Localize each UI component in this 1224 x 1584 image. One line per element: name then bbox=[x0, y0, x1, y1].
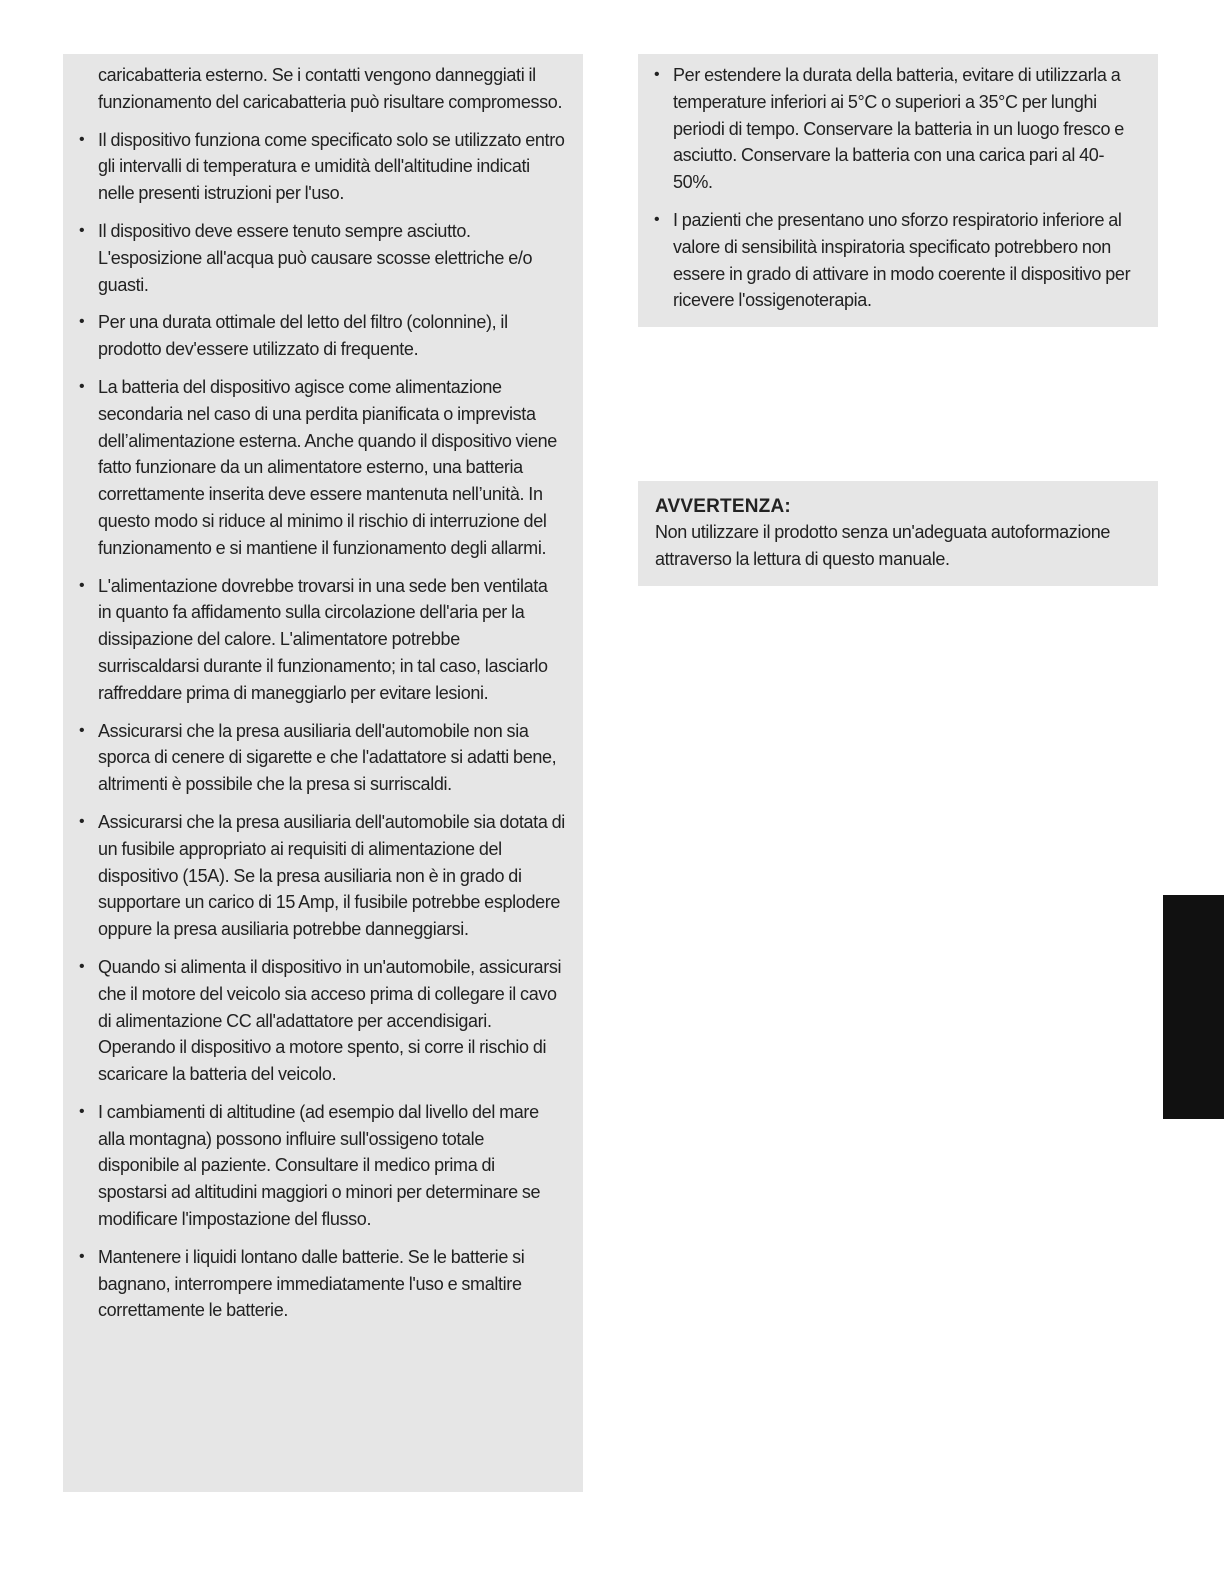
warning-text: Non utilizzare il prodotto senza un'adeguata autoformazione attraverso la lettura di questo manuale. bbox=[655, 522, 1111, 569]
list-item bbox=[654, 62, 1140, 196]
list-item-text: La batteria del dispositivo agisce come alimentazione secondaria nel caso di una perdita pianificata o imprevista dell’alimentazione esterna. Anche quando il dispositivo viene fatto funzionare da un alimentatore esterno, una batteria correttamente inserita deve essere mantenuta nell’unità. In questo modo si riduce al minimo il rischio di interruzione del funzionamento e si mantiene il funzionamento degli allarmi. bbox=[98, 376, 557, 558]
list-item-text: caricabatteria esterno. Se i contatti vengono danneggiati il funzionamento del caricabatteria può risultare compromesso. bbox=[98, 65, 563, 112]
bullet-icon: • bbox=[79, 1102, 85, 1120]
bullet-icon: • bbox=[654, 210, 660, 228]
list-item-text: Per una durata ottimale del letto del filtro (colonnine), il prodotto dev'essere utilizzato di frequente. bbox=[98, 312, 508, 360]
list-item bbox=[79, 309, 565, 363]
list-item-text: Assicurarsi che la presa ausiliaria dell'automobile non sia sporca di cenere di sigarette e che l'adattatore si adatti bene, altrimenti è possibile che la presa si surriscaldi. bbox=[98, 720, 557, 795]
bullet-icon: • bbox=[79, 812, 85, 830]
list-item bbox=[79, 1244, 565, 1324]
list-item bbox=[79, 374, 565, 562]
list-item bbox=[79, 1099, 565, 1233]
list-item-text: Il dispositivo funziona come specificato solo se utilizzato entro gli intervalli di temperatura e umidità dell'altitudine indicati nelle presenti istruzioni per l'uso. bbox=[98, 129, 565, 204]
list-item-text: I cambiamenti di altitudine (ad esempio dal livello del mare alla montagna) possono influire sull'ossigeno totale disponibile al paziente. Consultare il medico prima di spostarsi ad altitudini maggiori o minori per determinare se modificare l'impostazione del flusso. bbox=[98, 1101, 541, 1230]
left-bullet-list bbox=[79, 62, 565, 1324]
bullet-icon: • bbox=[79, 313, 85, 331]
list-item-text: L'alimentazione dovrebbe trovarsi in una sede ben ventilata in quanto fa affidamento sulla circolazione dell'aria per la dissipazione del calore. L'alimentatore potrebbe surriscaldarsi durante il funzionamento; in tal caso, lasciarlo raffreddare prima di maneggiarlo per evitare lesioni. bbox=[98, 575, 548, 703]
right-bullet-list bbox=[654, 62, 1140, 314]
list-item-text: I pazienti che presentano uno sforzo respiratorio inferiore al valore di sensibilità inspiratoria specificato potrebbero non essere in grado di attivare in modo coerente il dispositivo per ricevere l'ossigenoterapia. bbox=[673, 209, 1131, 311]
warning-box bbox=[638, 481, 1158, 586]
list-item-text: Assicurarsi che la presa ausiliaria dell'automobile sia dotata di un fusibile appropriato ai requisiti di alimentazione del dispositivo (15A). Se la presa ausiliaria non è in grado di supportare un carico di 15 Amp, il fusibile potrebbe esplodere oppure la presa ausiliaria potrebbe danneggiarsi. bbox=[98, 811, 565, 940]
list-item-text: Il dispositivo deve essere tenuto sempre asciutto. L'esposizione all'acqua può causare scosse elettriche e/o guasti. bbox=[98, 220, 533, 295]
bullet-icon: • bbox=[79, 221, 85, 239]
list-item-text: Quando si alimenta il dispositivo in un'automobile, assicurarsi che il motore del veicolo sia acceso prima di collegare il cavo di alimentazione CC all'adattatore per accendisigari. Operando il dispositivo a motore spento, si corre il rischio di scaricare la batteria del veicolo. bbox=[98, 956, 562, 1085]
list-item bbox=[79, 809, 565, 943]
list-item bbox=[79, 718, 565, 798]
section-tab-marker bbox=[1163, 895, 1224, 1119]
bullet-icon: • bbox=[79, 576, 85, 594]
list-item-text: Mantenere i liquidi lontano dalle batterie. Se le batterie si bagnano, interrompere immediatamente l'uso e smaltire correttamente le batterie. bbox=[98, 1246, 525, 1321]
bullet-icon: • bbox=[79, 1247, 85, 1265]
bullet-icon: • bbox=[79, 957, 85, 975]
bullet-icon: • bbox=[79, 721, 85, 739]
list-item bbox=[654, 207, 1140, 314]
bullet-icon: • bbox=[79, 377, 85, 395]
list-item-text: Per estendere la durata della batteria, evitare di utilizzarla a temperature inferiori ai 5°C o superiori a 35°C per lunghi periodi di tempo. Conservare la batteria in un luogo fresco e asciutto. Conservare la batteria con una carica pari al 40-50%. bbox=[673, 65, 1124, 193]
warning-title: AVVERTENZA: bbox=[655, 496, 791, 517]
list-item bbox=[79, 127, 565, 207]
left-notes-panel bbox=[63, 54, 583, 1492]
bullet-icon: • bbox=[654, 66, 660, 83]
bullet-icon: • bbox=[79, 130, 85, 148]
list-item bbox=[79, 218, 565, 298]
list-item bbox=[79, 573, 565, 707]
right-notes-panel bbox=[638, 54, 1158, 327]
list-item bbox=[79, 954, 565, 1088]
list-item bbox=[79, 62, 565, 116]
